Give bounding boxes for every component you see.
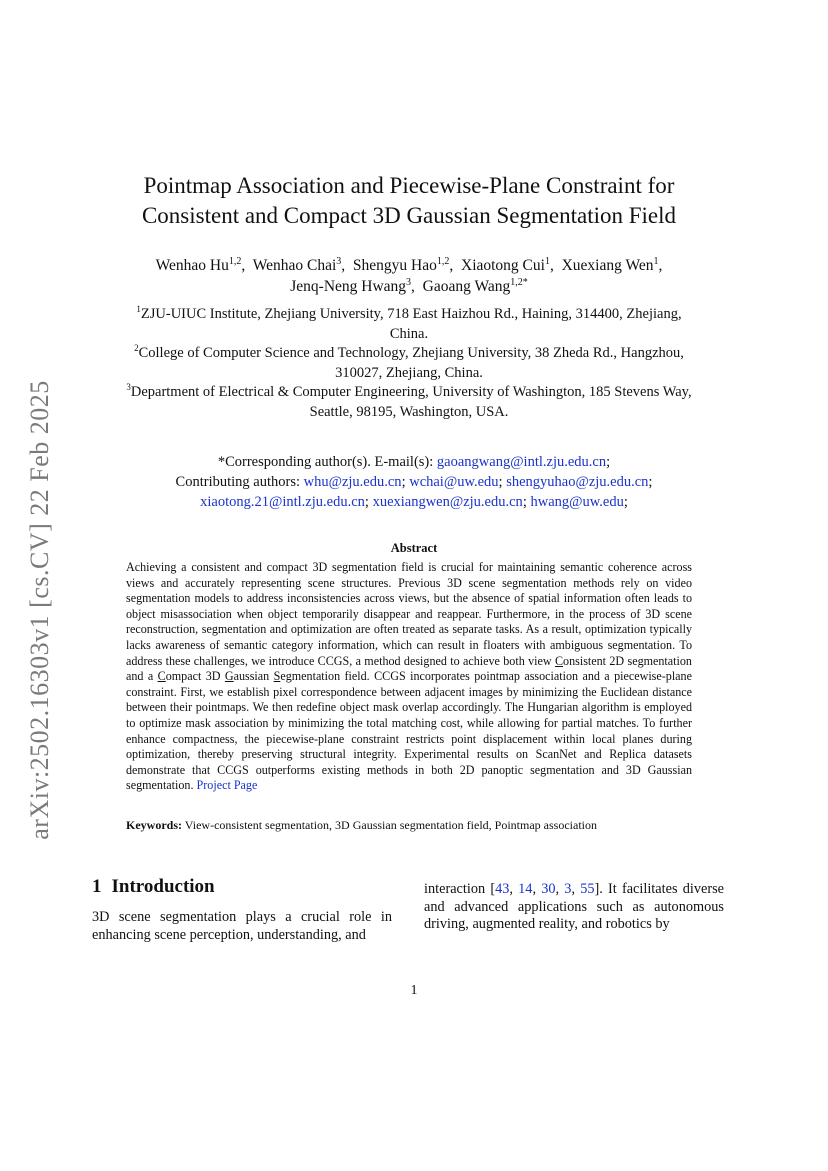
abstract-underlined-letter: S xyxy=(273,669,281,684)
intro-left-column: 3D scene segmentation plays a crucial role in enhancing scene perception, understanding, and xyxy=(92,909,392,943)
title-line: Pointmap Association and Piecewise-Plane Constraint for xyxy=(143,173,675,198)
intro-right-column: interaction [43, 14, 30, 3, 55]. It facilitates diverse and advanced applications such as autonomous driving, augmented reality, and robotics by xyxy=(424,881,724,932)
affiliation-text: Department of Electrical & Computer Engineering, University of Washington, 185 Stevens Way, Seattle, 98195, Washington, USA. xyxy=(130,384,692,420)
abstract-underlined-letter: C xyxy=(157,669,166,684)
author-affil-mark: 3 xyxy=(336,255,342,267)
section-title: Introduction xyxy=(111,876,215,897)
project-page-link[interactable]: Project Page xyxy=(196,778,258,793)
email-link[interactable]: shengyuhao@zju.edu.cn xyxy=(506,474,649,490)
author-affil-mark: 1,2 xyxy=(228,255,242,267)
abstract-text: ompact 3D xyxy=(165,669,225,684)
arxiv-identifier xyxy=(16,360,64,860)
citation-link[interactable]: 3 xyxy=(564,881,572,897)
author-affil-mark: 1,2* xyxy=(510,276,528,288)
affiliation-list xyxy=(120,305,698,422)
page-number: 1 xyxy=(410,983,418,998)
contributing-label: Contributing authors: xyxy=(175,474,301,490)
citation-link[interactable]: 30 xyxy=(541,881,556,897)
section-number: 1 xyxy=(92,876,102,897)
author-name: Xuexiang Wen xyxy=(561,257,654,274)
affiliation xyxy=(120,383,698,422)
arxiv-identifier-text: arXiv:2502.16303v1 [cs.CV] 22 Feb 2025 xyxy=(25,380,55,840)
citation-link[interactable]: 43 xyxy=(495,881,510,897)
author-affil-mark: 1 xyxy=(544,255,550,267)
author-name: Wenhao Chai xyxy=(252,257,337,274)
keywords-text: View-consistent segmentation, 3D Gaussian segmentation field, Pointmap association xyxy=(184,818,597,832)
abstract-heading: Abstract xyxy=(390,541,438,555)
abstract-body xyxy=(126,560,692,794)
affiliation-mark: 1 xyxy=(136,304,141,315)
section-heading xyxy=(92,876,422,898)
abstract-text: egmentation field. CCGS incorporates pointmap association and a piecewise-plane constraint. First, we establish pixel correspondence between adjacent images by minimizing the Euclidean distance between their pointmaps. We then redefine object mask overlap accordingly. The Hungarian algorithm is employed to optimize mask association by minimizing the total matching cost, while allowing for partial matches. To further enhance compactness, the piecewise-plane constraint restricts point displacement within local planes during optimization, thereby preserving structural integrity. Experimental results on ScanNet and Replica datasets demonstrate that CCGS outperforms existing methods in both 2D panoptic segmentation and 3D Gaussian segmentation. xyxy=(126,669,692,793)
citation-link[interactable]: 14 xyxy=(518,881,533,897)
keywords xyxy=(126,818,692,833)
email-link[interactable]: xuexiangwen@zju.edu.cn xyxy=(372,494,523,510)
author-list: Wenhao Hu$^{1,2}$, Wenhao Chai$^3$, Shengyu Hao$^{1,2}$, Xiaotong Cui$^1$, Xuexiang Wen$^1$, Jenq-Neng Hwang$^3$, Gaoang Wang$^{1,2*}$ xyxy=(155,255,663,295)
abstract-text: onsistent 2D segmentation and a xyxy=(126,653,692,684)
author-name: Jenq-Neng Hwang xyxy=(290,278,407,295)
affiliation-text: College of Computer Science and Technology, Zhejiang University, 38 Zheda Rd., Hangzhou, 310027, Zhejiang, China. xyxy=(138,345,684,381)
author-affil-mark: 3 xyxy=(406,276,412,288)
citation-link[interactable]: 55 xyxy=(580,881,595,897)
intro-text: interaction [ xyxy=(424,881,496,897)
author-affil-mark: 1 xyxy=(653,255,659,267)
abstract-underlined-letter: G xyxy=(224,669,234,684)
abstract-text: aussian xyxy=(233,669,274,684)
email-link[interactable]: xiaotong.21@intl.zju.edu.cn xyxy=(200,494,365,510)
abstract-text: Achieving a consistent and compact 3D segmentation field is crucial for maintaining semantic coherence across views and accurately representing scene structures. Previous 3D scene segmentation methods rely on video segmentation models to address inconsistencies across views, but the absence of spatial information often leads to object misassociation when object temporarily disappear and reappear. Furthermore, in the process of 3D scene reconstruction, segmentation and optimization are often treated as separate tasks. As a result, optimization typically lacks awareness of semantic category information, which can result in floaters with ambiguous segmentation. To address these challenges, we introduce CCGS, a method designed to achieve both view xyxy=(126,560,692,668)
corresponding-label: *Corresponding author(s). E-mail(s): xyxy=(217,454,434,470)
keywords-label: Keywords: xyxy=(126,818,182,832)
author-name: Wenhao Hu xyxy=(155,257,229,274)
author-name: Shengyu Hao xyxy=(352,257,437,274)
affiliation-mark: 2 xyxy=(134,343,139,354)
email-link[interactable]: hwang@uw.edu xyxy=(530,494,624,510)
author-affil-mark: 1,2 xyxy=(436,255,450,267)
contact-info: *Corresponding author(s). E-mail(s): gaoangwang@intl.zju.edu.cn; Contributing authors: whu@zju.edu.cn; wchai@uw.edu; shengyuhao@zju.edu.cn; xiaotong.21@intl.zju.edu.cn; xuexiangwen@zju.edu.cn; hwang@uw.edu; xyxy=(175,454,653,510)
affiliation-text: ZJU-UIUC Institute, Zhejiang University, 718 East Haizhou Rd., Haining, 314400, Zhejiang, China. xyxy=(140,306,682,342)
email-link[interactable]: wchai@uw.edu xyxy=(409,474,499,490)
affiliation xyxy=(120,305,698,344)
author-name: Gaoang Wang xyxy=(422,278,511,295)
title-line: Consistent and Compact 3D Gaussian Segmentation Field xyxy=(141,203,677,228)
paper-title xyxy=(100,171,718,231)
email-link[interactable]: gaoangwang@intl.zju.edu.cn xyxy=(436,454,607,470)
affiliation xyxy=(120,344,698,383)
author-name: Xiaotong Cui xyxy=(461,257,545,274)
affiliation-mark: 3 xyxy=(126,382,131,393)
email-link[interactable]: whu@zju.edu.cn xyxy=(303,474,402,490)
intro-text: ]. It facilitates diverse and advanced applications such as autonomous driving, augmented reality, and robotics by xyxy=(424,881,724,932)
abstract-underlined-letter: C xyxy=(554,653,564,668)
